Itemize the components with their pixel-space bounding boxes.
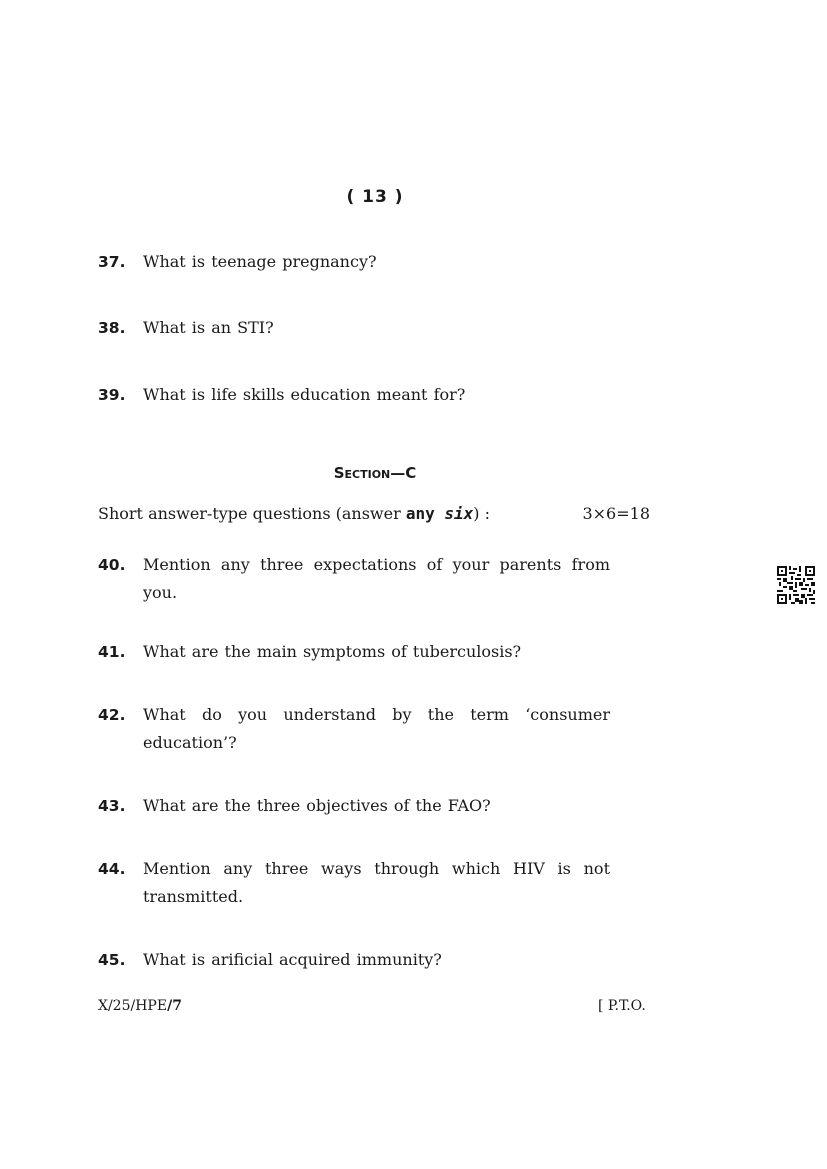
instruction-suffix: ) : bbox=[473, 504, 490, 523]
section-instructions bbox=[98, 502, 650, 526]
question-39 bbox=[98, 381, 610, 409]
question-text-line1: Mention any three ways through which HIV is not bbox=[143, 859, 610, 878]
instruction-bold: any bbox=[405, 504, 445, 523]
question-42 bbox=[98, 701, 610, 757]
paper-code-suffix: /7 bbox=[167, 998, 182, 1014]
page-number: ( 13 ) bbox=[346, 187, 404, 207]
instruction-prefix: Short answer-type questions (answer bbox=[98, 504, 406, 523]
question-number: 42. bbox=[98, 706, 126, 724]
question-text: What are the main symptoms of tuberculosis? bbox=[143, 642, 522, 661]
pto-label: [ P.T.O. bbox=[598, 998, 646, 1014]
question-number: 38. bbox=[98, 319, 126, 337]
question-text-line2: you. bbox=[143, 583, 178, 602]
question-text-line2: transmitted. bbox=[143, 887, 244, 906]
question-45 bbox=[98, 946, 610, 974]
question-44 bbox=[98, 855, 610, 911]
question-37 bbox=[98, 248, 610, 276]
question-text bbox=[143, 855, 610, 911]
paper-code-prefix: X/25/HPE bbox=[98, 998, 168, 1014]
question-text-line1: Mention any three expectations of your parents from bbox=[143, 555, 610, 574]
qr-code-icon bbox=[777, 566, 815, 604]
instruction-bold-italic: six bbox=[444, 504, 474, 523]
question-number: 44. bbox=[98, 860, 126, 878]
question-text: What are the three objectives of the FAO? bbox=[143, 796, 491, 815]
section-marks: 3×6=18 bbox=[582, 504, 650, 523]
question-number: 40. bbox=[98, 556, 126, 574]
question-38 bbox=[98, 314, 610, 342]
question-number: 45. bbox=[98, 951, 126, 969]
question-41 bbox=[98, 638, 610, 666]
question-number: 41. bbox=[98, 643, 126, 661]
paper-code bbox=[98, 998, 182, 1014]
question-text bbox=[143, 551, 610, 607]
question-40 bbox=[98, 551, 610, 607]
question-text: What is arificial acquired immunity? bbox=[143, 950, 442, 969]
question-number: 43. bbox=[98, 797, 126, 815]
question-number: 39. bbox=[98, 386, 126, 404]
question-text: What is an STI? bbox=[143, 318, 274, 337]
question-text: What is life skills education meant for? bbox=[143, 385, 466, 404]
section-title: Section—C bbox=[333, 464, 417, 482]
question-text-line1: What do you understand by the term ‘consumer bbox=[143, 705, 610, 724]
question-text: What is teenage pregnancy? bbox=[143, 252, 377, 271]
question-number: 37. bbox=[98, 253, 126, 271]
question-43 bbox=[98, 792, 610, 820]
question-text bbox=[143, 701, 610, 757]
question-text-line2: education’? bbox=[143, 733, 237, 752]
